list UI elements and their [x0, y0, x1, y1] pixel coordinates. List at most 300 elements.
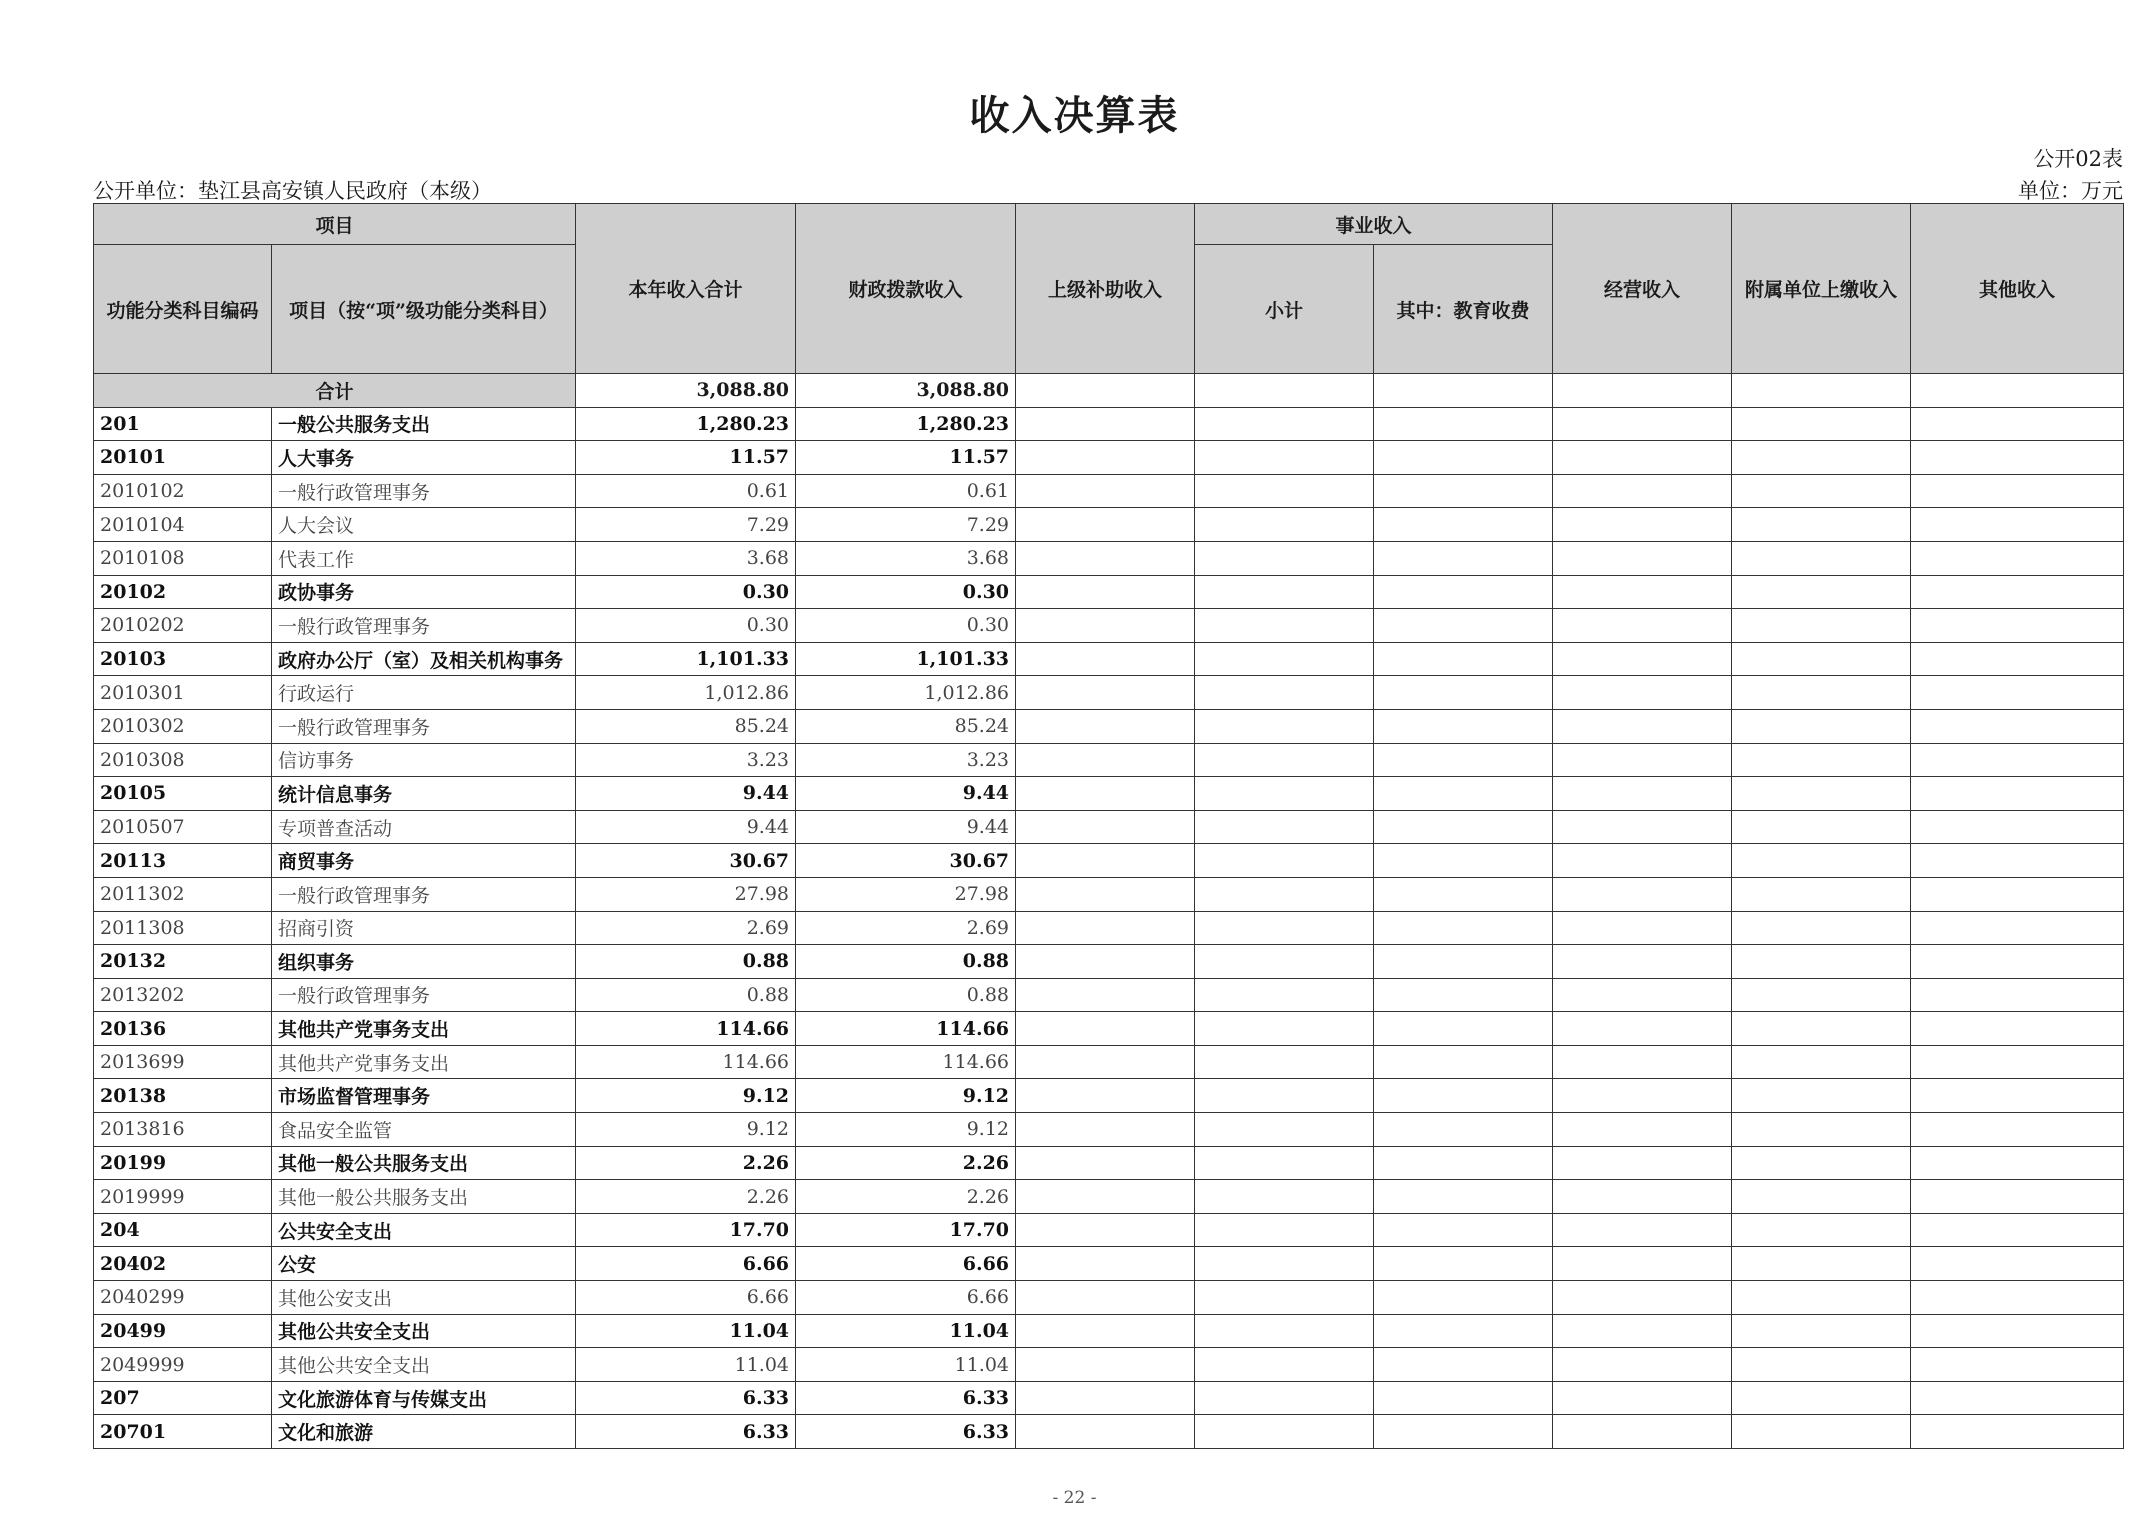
empty-cell [1911, 642, 2124, 676]
table-row [94, 1045, 2124, 1079]
empty-cell [1374, 1113, 1553, 1147]
row-code: 20103 [94, 642, 272, 676]
empty-cell [1553, 676, 1732, 710]
empty-cell [1911, 474, 2124, 508]
row-name: 一般行政管理事务 [272, 709, 576, 743]
empty-cell [1911, 978, 2124, 1012]
empty-cell [1195, 1146, 1374, 1180]
empty-cell [1195, 1281, 1374, 1315]
empty-cell [1374, 1281, 1553, 1315]
empty-cell [1195, 877, 1374, 911]
row-name: 行政运行 [272, 676, 576, 710]
empty-cell [1195, 810, 1374, 844]
row-total: 6.33 [576, 1381, 796, 1415]
row-fiscal: 9.12 [796, 1079, 1016, 1113]
table-row [94, 844, 2124, 878]
empty-cell [1195, 777, 1374, 811]
row-code: 20402 [94, 1247, 272, 1281]
empty-cell [1195, 1180, 1374, 1214]
row-total: 1,012.86 [576, 676, 796, 710]
row-name: 政协事务 [272, 575, 576, 609]
empty-cell [1374, 1247, 1553, 1281]
total-income: 3,088.80 [576, 374, 796, 408]
empty-cell [1195, 1113, 1374, 1147]
empty-cell [1374, 1314, 1553, 1348]
row-code: 2013816 [94, 1113, 272, 1147]
table-row [94, 810, 2124, 844]
row-code: 201 [94, 407, 272, 441]
empty-cell [1016, 1213, 1195, 1247]
empty-cell [1911, 1079, 2124, 1113]
empty-cell [1911, 407, 2124, 441]
row-name: 其他公共安全支出 [272, 1314, 576, 1348]
empty-cell [1016, 1281, 1195, 1315]
empty-cell [1911, 709, 2124, 743]
table-row [94, 676, 2124, 710]
unit-label: 单位：万元 [2018, 179, 2123, 203]
table-row [94, 575, 2124, 609]
page-title: 收入决算表 [969, 92, 1180, 139]
empty-cell [1016, 374, 1195, 408]
empty-cell [1195, 1213, 1374, 1247]
row-fiscal: 3.23 [796, 743, 1016, 777]
empty-cell [1195, 676, 1374, 710]
row-name: 组织事务 [272, 945, 576, 979]
table-row [94, 1314, 2124, 1348]
table-row [94, 945, 2124, 979]
empty-cell [1732, 1113, 1911, 1147]
row-name: 人大事务 [272, 441, 576, 475]
table-row [94, 642, 2124, 676]
row-total: 7.29 [576, 508, 796, 542]
empty-cell [1732, 1079, 1911, 1113]
table-row [94, 441, 2124, 475]
row-total: 3.68 [576, 541, 796, 575]
empty-cell [1553, 441, 1732, 475]
empty-cell [1732, 1314, 1911, 1348]
row-name: 政府办公厅（室）及相关机构事务 [272, 642, 576, 676]
empty-cell [1732, 945, 1911, 979]
empty-cell [1195, 1247, 1374, 1281]
income-final-accounts-table [93, 203, 2124, 1449]
row-total: 11.04 [576, 1314, 796, 1348]
empty-cell [1732, 911, 1911, 945]
row-name: 文化和旅游 [272, 1415, 576, 1449]
row-total: 2.26 [576, 1146, 796, 1180]
empty-cell [1374, 978, 1553, 1012]
row-fiscal: 85.24 [796, 709, 1016, 743]
empty-cell [1553, 709, 1732, 743]
empty-cell [1553, 508, 1732, 542]
empty-cell [1016, 1146, 1195, 1180]
empty-cell [1016, 642, 1195, 676]
page-number: - 22 - [1052, 1488, 1097, 1508]
table-row [94, 1348, 2124, 1382]
empty-cell [1374, 1415, 1553, 1449]
empty-cell [1553, 575, 1732, 609]
empty-cell [1016, 1079, 1195, 1113]
row-total: 6.66 [576, 1247, 796, 1281]
empty-cell [1195, 441, 1374, 475]
empty-cell [1732, 642, 1911, 676]
empty-cell [1195, 709, 1374, 743]
empty-cell [1374, 609, 1553, 643]
row-code: 20199 [94, 1146, 272, 1180]
empty-cell [1732, 1012, 1911, 1046]
row-fiscal: 11.04 [796, 1314, 1016, 1348]
row-code: 20701 [94, 1415, 272, 1449]
empty-cell [1195, 1415, 1374, 1449]
empty-cell [1374, 407, 1553, 441]
row-fiscal: 114.66 [796, 1045, 1016, 1079]
row-code: 2019999 [94, 1180, 272, 1214]
row-code: 2011308 [94, 911, 272, 945]
row-name: 专项普查活动 [272, 810, 576, 844]
table-row [94, 911, 2124, 945]
row-code: 2013202 [94, 978, 272, 1012]
empty-cell [1911, 508, 2124, 542]
empty-cell [1016, 709, 1195, 743]
empty-cell [1911, 945, 2124, 979]
row-code: 2010301 [94, 676, 272, 710]
table-row [94, 474, 2124, 508]
empty-cell [1195, 743, 1374, 777]
row-name: 商贸事务 [272, 844, 576, 878]
row-name: 其他共产党事务支出 [272, 1012, 576, 1046]
empty-cell [1732, 1045, 1911, 1079]
row-fiscal: 2.69 [796, 911, 1016, 945]
empty-cell [1553, 911, 1732, 945]
header-total: 本年收入合计 [576, 204, 796, 374]
row-code: 2010507 [94, 810, 272, 844]
empty-cell [1911, 1348, 2124, 1382]
header-func-name: 项目（按“项”级功能分类科目） [272, 245, 576, 374]
empty-cell [1553, 1348, 1732, 1382]
row-name: 其他共产党事务支出 [272, 1045, 576, 1079]
empty-cell [1553, 777, 1732, 811]
empty-cell [1732, 541, 1911, 575]
row-total: 85.24 [576, 709, 796, 743]
row-fiscal: 3.68 [796, 541, 1016, 575]
row-name: 一般行政管理事务 [272, 474, 576, 508]
empty-cell [1553, 1079, 1732, 1113]
empty-cell [1553, 877, 1732, 911]
empty-cell [1911, 810, 2124, 844]
row-code: 20113 [94, 844, 272, 878]
row-fiscal: 0.88 [796, 945, 1016, 979]
row-name: 其他一般公共服务支出 [272, 1180, 576, 1214]
row-name: 一般行政管理事务 [272, 877, 576, 911]
empty-cell [1553, 1415, 1732, 1449]
empty-cell [1732, 1381, 1911, 1415]
empty-cell [1732, 1213, 1911, 1247]
row-total: 6.66 [576, 1281, 796, 1315]
empty-cell [1374, 642, 1553, 676]
row-name: 一般行政管理事务 [272, 978, 576, 1012]
empty-cell [1374, 709, 1553, 743]
row-name: 人大会议 [272, 508, 576, 542]
table-row [94, 541, 2124, 575]
row-total: 0.61 [576, 474, 796, 508]
empty-cell [1016, 407, 1195, 441]
row-name: 公安 [272, 1247, 576, 1281]
row-code: 2010108 [94, 541, 272, 575]
row-total: 11.04 [576, 1348, 796, 1382]
empty-cell [1195, 374, 1374, 408]
table-row [94, 1281, 2124, 1315]
empty-cell [1195, 1012, 1374, 1046]
row-name: 公共安全支出 [272, 1213, 576, 1247]
row-name: 市场监督管理事务 [272, 1079, 576, 1113]
empty-cell [1374, 474, 1553, 508]
empty-cell [1016, 1381, 1195, 1415]
empty-cell [1195, 1045, 1374, 1079]
empty-cell [1195, 575, 1374, 609]
empty-cell [1553, 1113, 1732, 1147]
row-total: 0.88 [576, 978, 796, 1012]
empty-cell [1374, 575, 1553, 609]
empty-cell [1911, 441, 2124, 475]
empty-cell [1732, 1281, 1911, 1315]
row-fiscal: 9.44 [796, 810, 1016, 844]
row-code: 2013699 [94, 1045, 272, 1079]
empty-cell [1374, 441, 1553, 475]
empty-cell [1195, 541, 1374, 575]
row-fiscal: 9.44 [796, 777, 1016, 811]
empty-cell [1911, 844, 2124, 878]
empty-cell [1374, 1146, 1553, 1180]
row-code: 20101 [94, 441, 272, 475]
empty-cell [1195, 911, 1374, 945]
empty-cell [1374, 1045, 1553, 1079]
empty-cell [1374, 777, 1553, 811]
row-fiscal: 11.57 [796, 441, 1016, 475]
table-row [94, 709, 2124, 743]
table-row [94, 1180, 2124, 1214]
empty-cell [1911, 877, 2124, 911]
empty-cell [1195, 508, 1374, 542]
empty-cell [1553, 1247, 1732, 1281]
header-education: 其中：教育收费 [1374, 245, 1553, 374]
table-row [94, 1213, 2124, 1247]
empty-cell [1553, 978, 1732, 1012]
empty-cell [1553, 407, 1732, 441]
row-total: 3.23 [576, 743, 796, 777]
table-row [94, 1146, 2124, 1180]
row-fiscal: 9.12 [796, 1113, 1016, 1147]
empty-cell [1732, 1180, 1911, 1214]
empty-cell [1732, 1415, 1911, 1449]
empty-cell [1016, 844, 1195, 878]
row-total: 11.57 [576, 441, 796, 475]
empty-cell [1911, 1113, 2124, 1147]
empty-cell [1195, 1348, 1374, 1382]
empty-cell [1732, 508, 1911, 542]
empty-cell [1016, 1348, 1195, 1382]
row-total: 0.30 [576, 575, 796, 609]
empty-cell [1016, 743, 1195, 777]
empty-cell [1553, 374, 1732, 408]
row-total: 9.44 [576, 777, 796, 811]
header-superior: 上级补助收入 [1016, 204, 1195, 374]
row-fiscal: 2.26 [796, 1146, 1016, 1180]
row-total: 6.33 [576, 1415, 796, 1449]
empty-cell [1911, 1146, 2124, 1180]
empty-cell [1016, 1180, 1195, 1214]
row-name: 其他公共安全支出 [272, 1348, 576, 1382]
empty-cell [1016, 945, 1195, 979]
empty-cell [1911, 777, 2124, 811]
empty-cell [1195, 642, 1374, 676]
empty-cell [1016, 609, 1195, 643]
empty-cell [1553, 844, 1732, 878]
empty-cell [1911, 1281, 2124, 1315]
empty-cell [1732, 1247, 1911, 1281]
row-code: 20105 [94, 777, 272, 811]
row-total: 9.12 [576, 1113, 796, 1147]
empty-cell [1016, 508, 1195, 542]
empty-cell [1374, 374, 1553, 408]
row-code: 204 [94, 1213, 272, 1247]
empty-cell [1732, 1146, 1911, 1180]
row-fiscal: 0.30 [796, 609, 1016, 643]
row-name: 文化旅游体育与传媒支出 [272, 1381, 576, 1415]
form-number: 公开02表 [2033, 147, 2123, 171]
row-name: 其他一般公共服务支出 [272, 1146, 576, 1180]
empty-cell [1553, 609, 1732, 643]
empty-cell [1195, 978, 1374, 1012]
empty-cell [1911, 743, 2124, 777]
row-name: 其他公安支出 [272, 1281, 576, 1315]
row-code: 2010104 [94, 508, 272, 542]
empty-cell [1553, 945, 1732, 979]
row-total: 30.67 [576, 844, 796, 878]
row-fiscal: 0.88 [796, 978, 1016, 1012]
empty-cell [1553, 1146, 1732, 1180]
table-row [94, 1113, 2124, 1147]
table-row [94, 609, 2124, 643]
total-label: 合计 [94, 374, 576, 408]
row-fiscal: 6.33 [796, 1381, 1016, 1415]
header-project: 项目 [94, 204, 576, 245]
row-total: 114.66 [576, 1045, 796, 1079]
empty-cell [1911, 911, 2124, 945]
row-total: 9.44 [576, 810, 796, 844]
empty-cell [1016, 474, 1195, 508]
empty-cell [1553, 810, 1732, 844]
header-affiliated: 附属单位上缴收入 [1732, 204, 1911, 374]
empty-cell [1195, 945, 1374, 979]
total-row [94, 374, 2124, 408]
empty-cell [1195, 407, 1374, 441]
empty-cell [1553, 743, 1732, 777]
empty-cell [1732, 743, 1911, 777]
row-code: 20138 [94, 1079, 272, 1113]
row-fiscal: 27.98 [796, 877, 1016, 911]
empty-cell [1553, 474, 1732, 508]
row-fiscal: 1,012.86 [796, 676, 1016, 710]
empty-cell [1732, 407, 1911, 441]
row-fiscal: 114.66 [796, 1012, 1016, 1046]
table-row [94, 1415, 2124, 1449]
empty-cell [1016, 1012, 1195, 1046]
row-total: 2.26 [576, 1180, 796, 1214]
row-name: 统计信息事务 [272, 777, 576, 811]
empty-cell [1374, 844, 1553, 878]
row-code: 2011302 [94, 877, 272, 911]
empty-cell [1374, 508, 1553, 542]
empty-cell [1732, 575, 1911, 609]
row-fiscal: 2.26 [796, 1180, 1016, 1214]
empty-cell [1911, 374, 2124, 408]
row-total: 1,101.33 [576, 642, 796, 676]
empty-cell [1911, 1012, 2124, 1046]
empty-cell [1732, 676, 1911, 710]
empty-cell [1016, 1247, 1195, 1281]
empty-cell [1732, 1348, 1911, 1382]
table-row [94, 407, 2124, 441]
empty-cell [1911, 541, 2124, 575]
header-other: 其他收入 [1911, 204, 2124, 374]
empty-cell [1374, 1213, 1553, 1247]
table-row [94, 1381, 2124, 1415]
empty-cell [1374, 1180, 1553, 1214]
empty-cell [1195, 474, 1374, 508]
empty-cell [1016, 541, 1195, 575]
row-total: 114.66 [576, 1012, 796, 1046]
row-name: 一般行政管理事务 [272, 609, 576, 643]
row-code: 2010202 [94, 609, 272, 643]
empty-cell [1016, 575, 1195, 609]
empty-cell [1374, 1348, 1553, 1382]
row-total: 1,280.23 [576, 407, 796, 441]
row-total: 9.12 [576, 1079, 796, 1113]
empty-cell [1374, 1079, 1553, 1113]
empty-cell [1732, 609, 1911, 643]
empty-cell [1195, 1079, 1374, 1113]
empty-cell [1553, 1314, 1732, 1348]
empty-cell [1553, 1045, 1732, 1079]
empty-cell [1911, 609, 2124, 643]
empty-cell [1195, 609, 1374, 643]
empty-cell [1911, 1180, 2124, 1214]
row-code: 20132 [94, 945, 272, 979]
empty-cell [1195, 1381, 1374, 1415]
row-fiscal: 6.66 [796, 1247, 1016, 1281]
empty-cell [1374, 541, 1553, 575]
empty-cell [1016, 1415, 1195, 1449]
empty-cell [1732, 709, 1911, 743]
row-fiscal: 30.67 [796, 844, 1016, 878]
table-row [94, 978, 2124, 1012]
empty-cell [1016, 810, 1195, 844]
empty-cell [1732, 844, 1911, 878]
row-total: 0.88 [576, 945, 796, 979]
table-row [94, 1247, 2124, 1281]
table-row [94, 1012, 2124, 1046]
header-business: 事业收入 [1195, 204, 1553, 245]
empty-cell [1195, 844, 1374, 878]
row-fiscal: 1,101.33 [796, 642, 1016, 676]
empty-cell [1016, 777, 1195, 811]
empty-cell [1553, 1012, 1732, 1046]
total-fiscal: 3,088.80 [796, 374, 1016, 408]
row-code: 2049999 [94, 1348, 272, 1382]
empty-cell [1374, 911, 1553, 945]
row-fiscal: 1,280.23 [796, 407, 1016, 441]
empty-cell [1195, 1314, 1374, 1348]
empty-cell [1732, 978, 1911, 1012]
